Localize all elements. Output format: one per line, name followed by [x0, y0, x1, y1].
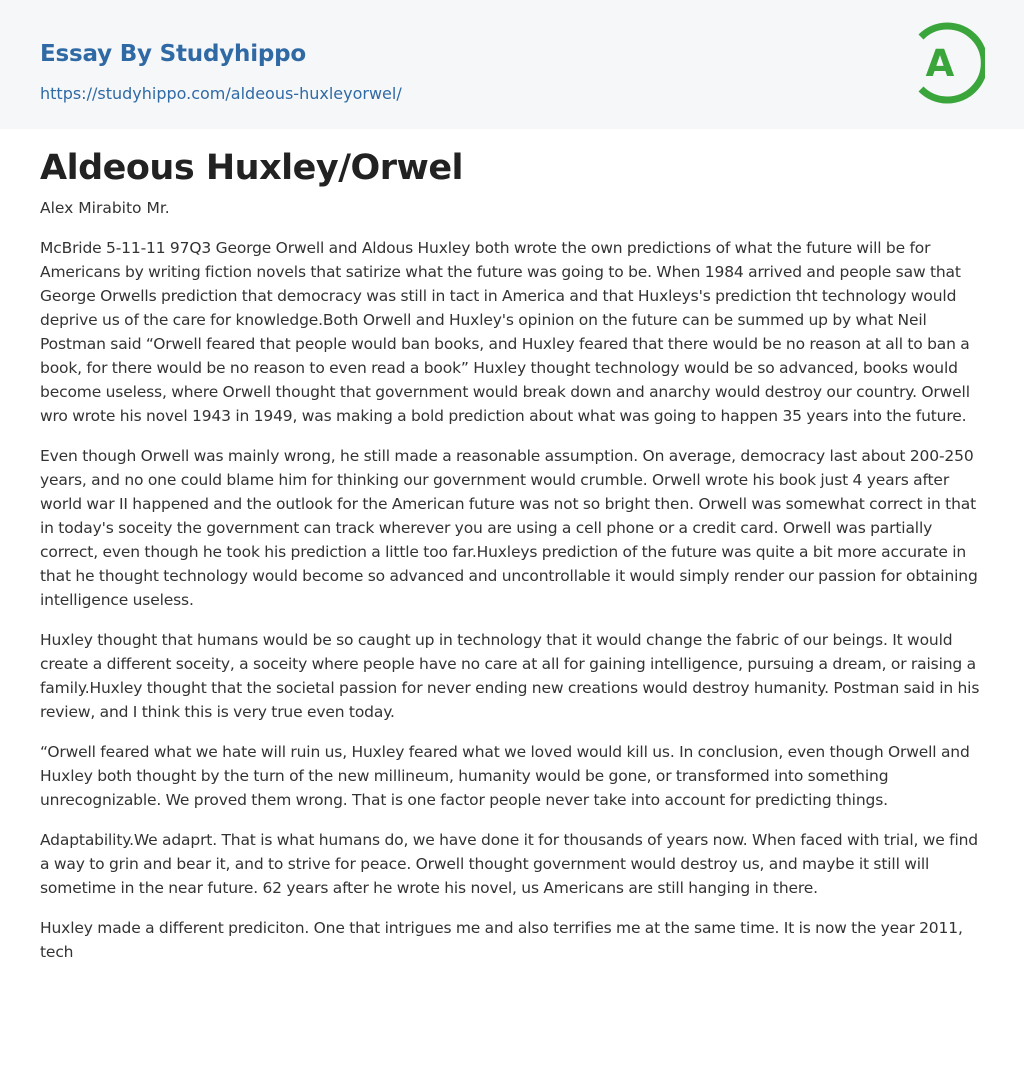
- essay-paragraph-2: Even though Orwell was mainly wrong, he still made a reasonable assumption. On average, democracy last about 200-250 years, and no one could blame him for thinking our government would crumble. Orwell wrote his book just 4 years after world war II happened and the outlook for the American future was not so bright then. Orwell was somewhat correct in that in today's soceity the government can track wherever you are using a cell phone or a credit card. Orwell was partially correct, even though he took his prediction a little too far.Huxleys prediction of the future was quite a bit more accurate in that he thought technology would become so advanced and uncontrollable it would simply render our passion for obtaining intelligence useless.: [40, 447, 978, 609]
- brand-title[interactable]: Essay By Studyhippo: [40, 41, 307, 67]
- essay-paragraph-6: Huxley made a different prediciton. One that intrigues me and also terrifies me at the same time. It is now the year 2011, tech: [40, 919, 963, 961]
- site-header: [0, 0, 1024, 129]
- logo-letter: A: [925, 42, 955, 85]
- essay-paragraph-4: “Orwell feared what we hate will ruin us, Huxley feared what we loved would kill us. In conclusion, even though Orwell and Huxley both thought by the turn of the new millineum, humanity would be gone, or transformed into something unrecognizable. We proved them wrong. That is one factor people never take into account for predicting things.: [40, 743, 970, 809]
- essay-paragraph-1: McBride 5-11-11 97Q3 George Orwell and Aldous Huxley both wrote the own predictions of what the future will be for Americans by writing fiction novels that satirize what the future was going to be. When 1984 arrived and people saw that George Orwells prediction that democracy was still in tact in America and that Huxleys's prediction tht technology would deprive us of the care for knowledge.Both Orwell and Huxley's opinion on the future can be summed up by what Neil Postman said “Orwell feared that people would ban books, and Huxley feared that there would be no reason at all to ban a book, for there would be no reason to even read a book” Huxley thought technology would be so advanced, books would become useless, where Orwell thought that government would break down and anarchy would destroy our country. Orwell wro wrote his novel 1943 in 1949, was making a bold prediction about what was going to happen 35 years into the future.: [40, 239, 970, 425]
- essay-paragraph-5: Adaptability.We adaprt. That is what humans do, we have done it for thousands of years now. When faced with trial, we find a way to grin and bear it, and to strive for peace. Orwell thought government would destroy us, and maybe it still will sometime in the near future. 62 years after he wrote his novel, us Americans are still hanging in there.: [40, 831, 978, 897]
- source-url-link[interactable]: https://studyhippo.com/aldeous-huxleyorwel/: [40, 84, 402, 103]
- essay-title: Aldeous Huxley/Orwel: [40, 148, 464, 188]
- author-line: Alex Mirabito Mr.: [40, 199, 170, 217]
- studyhippo-logo-icon[interactable]: [913, 20, 985, 106]
- essay-content: [40, 146, 984, 964]
- essay-paragraph-3: Huxley thought that humans would be so caught up in technology that it would change the fabric of our beings. It would create a different soceity, a soceity where people have no care at all for gaining intelligence, pursuing a dream, or raising a family.Huxley thought that the societal passion for never ending new creations would destroy humanity. Postman said in his review, and I think this is very true even today.: [40, 631, 980, 721]
